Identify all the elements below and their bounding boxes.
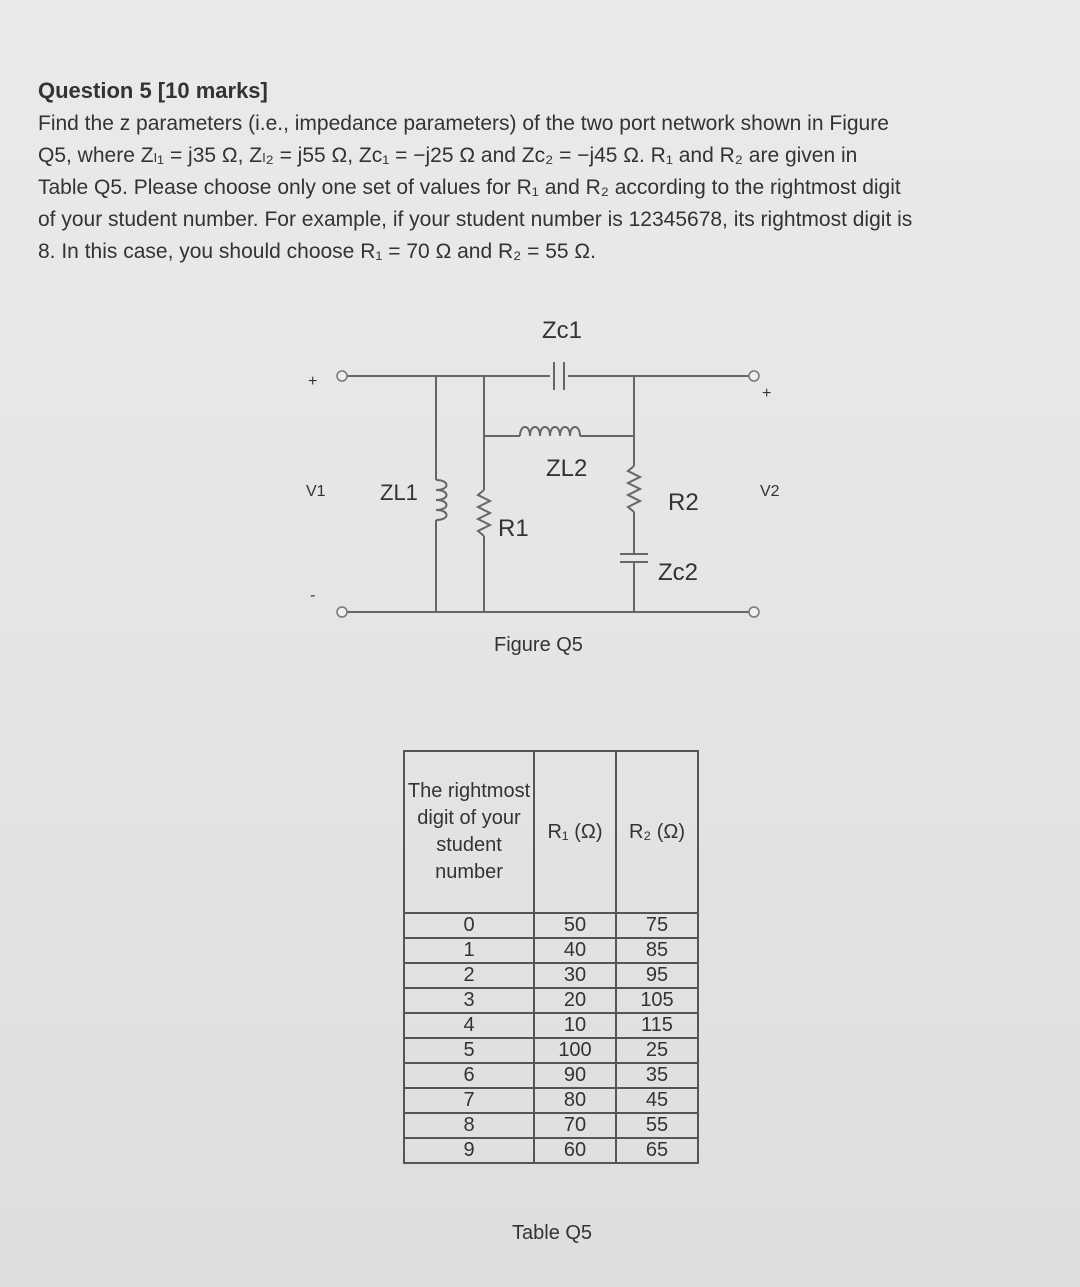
table-row <box>404 1113 698 1138</box>
r2-cell: 75 <box>616 913 698 938</box>
digit-cell: 5 <box>404 1038 534 1063</box>
table-row <box>404 988 698 1013</box>
r1-label: R1 <box>498 515 529 542</box>
terminal-top-right <box>749 371 759 381</box>
r1-cell: 60 <box>534 1138 616 1163</box>
zl2-inductor <box>520 427 580 436</box>
r1-resistor <box>478 490 490 536</box>
table-row <box>404 963 698 988</box>
zl2-label: ZL2 <box>546 455 588 482</box>
circuit-diagram <box>300 300 800 640</box>
terminal-bottom-left <box>337 607 347 617</box>
digit-cell: 7 <box>404 1088 534 1113</box>
r2-cell: 95 <box>616 963 698 988</box>
terminal-bottom-right <box>749 607 759 617</box>
zc2-label: Zc2 <box>658 559 699 586</box>
r2-resistor <box>628 466 640 512</box>
r1-cell: 30 <box>534 963 616 988</box>
digit-cell: 9 <box>404 1138 534 1163</box>
values-table <box>403 750 699 1164</box>
zc1-label: Zc1 <box>542 317 583 344</box>
v2-label: V2 <box>760 483 780 500</box>
digit-cell: 2 <box>404 963 534 988</box>
digit-cell: 1 <box>404 938 534 963</box>
r2-cell: 45 <box>616 1088 698 1113</box>
question-line: of your student number. For example, if your student number is 12345678, its rightmost digit is <box>38 208 913 231</box>
r1-cell: 70 <box>534 1113 616 1138</box>
r1-cell: 90 <box>534 1063 616 1088</box>
r2-label: R2 <box>668 489 699 516</box>
question-line: 8. In this case, you should choose R₁ = 70 Ω and R₂ = 55 Ω. <box>38 240 596 263</box>
minus-left-label: - <box>310 587 316 604</box>
header-r2: R₂ (Ω) <box>616 751 698 913</box>
digit-cell: 0 <box>404 913 534 938</box>
r2-cell: 65 <box>616 1138 698 1163</box>
r1-cell: 100 <box>534 1038 616 1063</box>
r2-cell: 115 <box>616 1013 698 1038</box>
zl1-label: ZL1 <box>380 480 418 505</box>
table-row <box>404 1013 698 1038</box>
digit-cell: 3 <box>404 988 534 1013</box>
digit-cell: 6 <box>404 1063 534 1088</box>
table-row <box>404 913 698 938</box>
r1-cell: 20 <box>534 988 616 1013</box>
table-row <box>404 1063 698 1088</box>
table-row <box>404 1038 698 1063</box>
r2-cell: 85 <box>616 938 698 963</box>
digit-cell: 4 <box>404 1013 534 1038</box>
header-r1: R₁ (Ω) <box>534 751 616 913</box>
r1-cell: 40 <box>534 938 616 963</box>
r2-cell: 25 <box>616 1038 698 1063</box>
v1-label: V1 <box>306 483 326 500</box>
plus-right-label: + <box>762 385 772 402</box>
r2-cell: 35 <box>616 1063 698 1088</box>
table-row <box>404 1138 698 1163</box>
question-line: Table Q5. Please choose only one set of values for R₁ and R₂ according to the rightmost digit <box>38 176 901 199</box>
header-digit: The rightmost digit of your student number <box>404 751 534 913</box>
question-title: Question 5 [10 marks] <box>38 78 268 103</box>
zl1-inductor <box>436 480 447 520</box>
r2-cell: 105 <box>616 988 698 1013</box>
table-row <box>404 938 698 963</box>
r1-cell: 80 <box>534 1088 616 1113</box>
plus-left-label: + <box>308 373 318 390</box>
r1-cell: 10 <box>534 1013 616 1038</box>
r2-cell: 55 <box>616 1113 698 1138</box>
table-row <box>404 1088 698 1113</box>
terminal-top-left <box>337 371 347 381</box>
table-caption: Table Q5 <box>512 1222 593 1244</box>
question-body <box>38 108 1038 268</box>
table-header-row <box>404 751 698 913</box>
digit-cell: 8 <box>404 1113 534 1138</box>
figure-caption: Figure Q5 <box>494 634 583 656</box>
r1-cell: 50 <box>534 913 616 938</box>
question-line: Find the z parameters (i.e., impedance parameters) of the two port network shown in Figure <box>38 112 889 135</box>
question-line: Q5, where Zₗ₁ = j35 Ω, Zₗ₂ = j55 Ω, Zᴄ₁ = −j25 Ω and Zᴄ₂ = −j45 Ω. R₁ and R₂ are given in <box>38 144 858 167</box>
